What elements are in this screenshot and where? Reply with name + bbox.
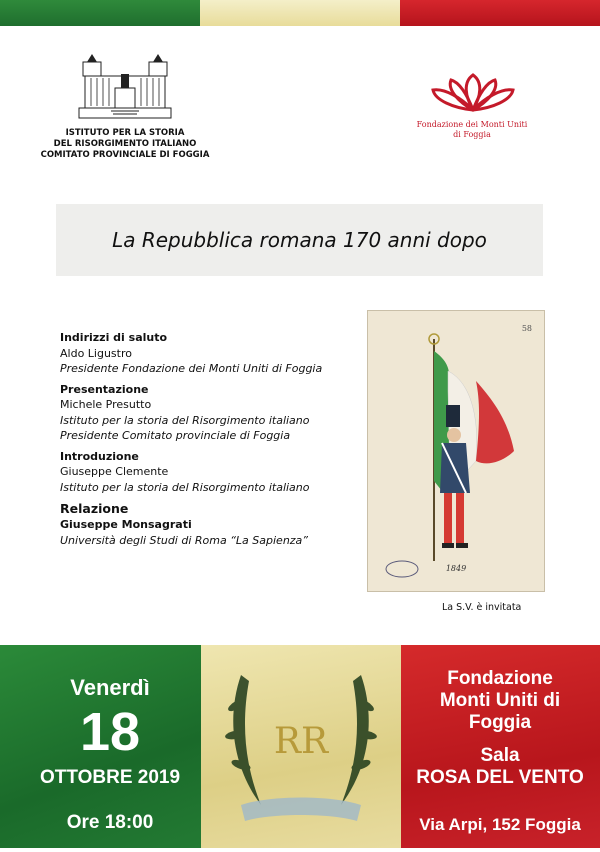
event-time: Ore 18:00 — [66, 812, 154, 833]
introduzione-role: Istituto per la storia del Risorgimento italiano — [60, 480, 310, 494]
banner-monogram: RR — [273, 721, 329, 762]
event-date: 18 — [79, 702, 141, 762]
fondazione-line: Fondazione dei Monti Uniti — [416, 120, 528, 129]
flag-red — [400, 0, 600, 26]
saluti-role: Presidente Fondazione dei Monti Uniti di Foggia — [60, 362, 323, 375]
program — [60, 330, 350, 548]
page-title: La Repubblica romana 170 anni dopo — [112, 228, 487, 252]
fondazione-name — [412, 120, 532, 140]
venue-line-2: Monti Uniti di Foggia — [439, 690, 561, 733]
introduzione-name: Giuseppe Clemente — [60, 465, 169, 478]
institute-line: ISTITUTO PER LA STORIA — [65, 128, 185, 138]
presentazione-role: Presidente Comitato provinciale di Foggia — [60, 429, 291, 442]
relazione-role: Università degli Studi di Roma “La Sapienza” — [60, 533, 308, 547]
institute-line: COMITATO PROVINCIALE DI FOGGIA — [40, 150, 210, 160]
relazione-heading: Relazione — [60, 501, 129, 516]
vittoriano-logo — [70, 52, 180, 120]
event-month-year: OTTOBRE 2019 — [39, 767, 181, 788]
soldier-painting — [367, 310, 545, 592]
presentazione-heading: Presentazione — [60, 382, 149, 396]
venue-line-1: Fondazione — [447, 668, 553, 689]
presentazione-role: Istituto per la storia del Risorgimento italiano — [60, 413, 310, 427]
laurel-wreath — [201, 645, 401, 848]
painting-page-number: 58 — [521, 324, 532, 333]
relazione-name: Giuseppe Monsagrati — [60, 518, 192, 531]
event-day: Venerdì — [70, 675, 150, 700]
presentazione-name: Michele Presutto — [60, 398, 152, 411]
event-address: Via Arpi, 152 Foggia — [419, 815, 581, 834]
title-box — [56, 204, 543, 276]
introduzione-heading: Introduzione — [60, 449, 139, 463]
invite-text: La S.V. è invitata — [442, 602, 522, 613]
flag-white — [200, 0, 400, 26]
fondazione-line: di Foggia — [453, 130, 491, 139]
hall-line-1: Sala — [480, 745, 520, 766]
fondazione-logo — [425, 72, 521, 118]
hall-line-2: ROSA DEL VENTO — [416, 767, 584, 788]
flag-green — [0, 0, 200, 26]
saluti-heading: Indirizzi di saluto — [60, 331, 168, 344]
institute-name — [40, 128, 210, 161]
institute-line: DEL RISORGIMENTO ITALIANO — [53, 139, 197, 149]
painting-year: 1849 — [445, 564, 467, 573]
banner-white — [201, 645, 401, 848]
top-flag-strip — [0, 0, 600, 26]
saluti-name: Aldo Ligustro — [60, 346, 132, 360]
